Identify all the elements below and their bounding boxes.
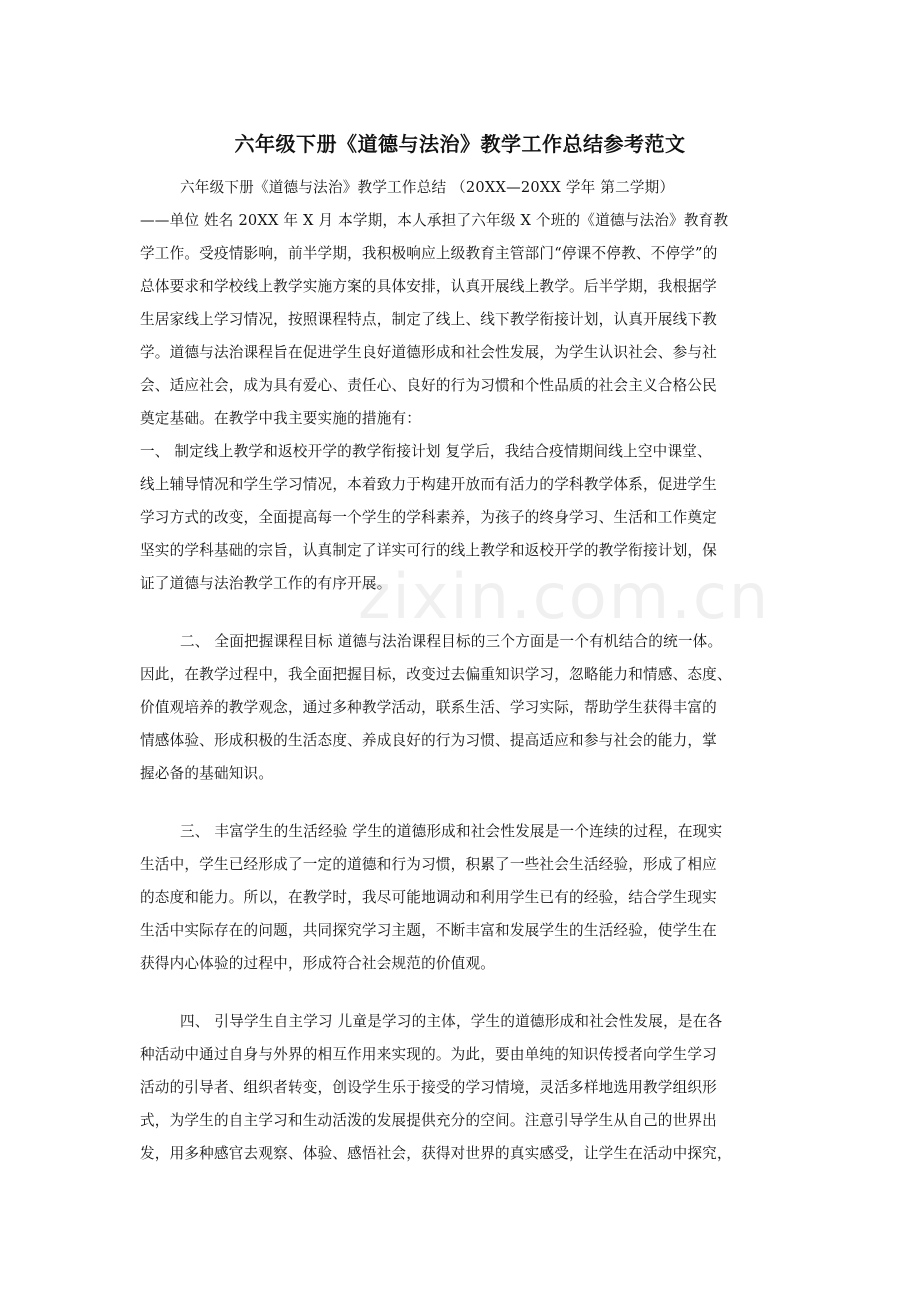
paragraph-line: 六年级下册《道德与法治》教学工作总结 （20XX—20XX 学年 第二学期） bbox=[180, 179, 675, 196]
paragraph-line: 发，用多种感官去观察、体验、感悟社会，获得对世界的真实感受，让学生在活动中探究， bbox=[140, 1145, 732, 1162]
paragraph-line: 二、 全面把握课程目标 道德与法治课程目标的三个方面是一个有机结合的统一体。 bbox=[180, 633, 723, 650]
paragraph-line: 情感体验、形成积极的生活态度、养成良好的行为习惯、提高适应和参与社会的能力，掌 bbox=[140, 732, 717, 749]
paragraph-line: 价值观培养的教学观念，通过多种教学活动，联系生活、学习实际，帮助学生获得丰富的 bbox=[140, 699, 717, 716]
paragraph-line: 线上辅导情况和学生学习情况，本着致力于构建开放而有活力的学科教学体系，促进学生 bbox=[140, 476, 717, 493]
paragraph-line: 奠定基础。在教学中我主要实施的措施有： bbox=[140, 410, 422, 427]
paragraph-line: 活动的引导者、组织者转变，创设学生乐于接受的学习情境，灵活多样地选用教学组织形 bbox=[140, 1079, 717, 1096]
paragraph-line: 握必备的基础知识。 bbox=[140, 765, 274, 782]
paragraph-line: 获得内心体验的过程中，形成符合社会规范的价值观。 bbox=[140, 955, 496, 972]
paragraph-line: 生活中实际存在的问题，共同探究学习主题，不断丰富和发展学生的生活经验，使学生在 bbox=[140, 922, 717, 939]
paragraph-line: 种活动中通过自身与外界的相互作用来实现的。为此，要由单纯的知识传授者向学生学习 bbox=[140, 1046, 717, 1063]
paragraph-line: 学。道德与法治课程旨在促进学生良好道德形成和社会性发展，为学生认识社会、参与社 bbox=[140, 344, 717, 361]
paragraph-line: 四、 引导学生自主学习 儿童是学习的主体，学生的道德形成和社会性发展，是在各 bbox=[180, 1013, 723, 1030]
paragraph-line: 生居家线上学习情况，按照课程特点，制定了线上、线下教学衔接计划，认真开展线下教 bbox=[140, 311, 717, 328]
document-title: 六年级下册《道德与法治》教学工作总结参考范文 bbox=[234, 132, 686, 156]
paragraph-line: ——单位 姓名 20XX 年 X 月 本学期，本人承担了六年级 X 个班的《道德与法治》教育教 bbox=[140, 212, 729, 229]
paragraph-line: 生活中，学生已经形成了一定的道德和行为习惯，积累了一些社会生活经验，形成了相应 bbox=[140, 856, 717, 873]
paragraph-line: 总体要求和学校线上教学实施方案的具体安排，认真开展线上教学。后半学期，我根据学 bbox=[140, 278, 717, 295]
paragraph-line: 证了道德与法治教学工作的有序开展。 bbox=[140, 575, 392, 592]
paragraph-line: 的态度和能力。所以，在教学时，我尽可能地调动和利用学生已有的经验，结合学生现实 bbox=[140, 889, 717, 906]
paragraph-line: 会、适应社会，成为具有爱心、责任心、良好的行为习惯和个性品质的社会主义合格公民 bbox=[140, 377, 717, 394]
paragraph-line: 坚实的学科基础的宗旨，认真制定了详实可行的线上教学和返校开学的教学衔接计划，保 bbox=[140, 542, 717, 559]
paragraph-line: 学习方式的改变，全面提高每一个学生的学科素养，为孩子的终身学习、生活和工作奠定 bbox=[140, 509, 717, 526]
paragraph-line: 三、 丰富学生的生活经验 学生的道德形成和社会性发展是一个连续的过程，在现实 bbox=[180, 823, 723, 840]
paragraph-line: 因此，在教学过程中，我全面把握目标，改变过去偏重知识学习，忽略能力和情感、态度、 bbox=[140, 666, 732, 683]
paragraph-line: 式，为学生的自主学习和生动活泼的发展提供充分的空间。注意引导学生从自己的世界出 bbox=[140, 1112, 717, 1129]
paragraph-line: 学工作。受疫情影响，前半学期，我积极响应上级教育主管部门“停课不停教、不停学”的 bbox=[140, 245, 718, 262]
watermark: zixin.com.cn bbox=[358, 560, 771, 633]
paragraph-line: 一、 制定线上教学和返校开学的教学衔接计划 复学后，我结合疫情期间线上空中课堂、 bbox=[140, 443, 712, 460]
